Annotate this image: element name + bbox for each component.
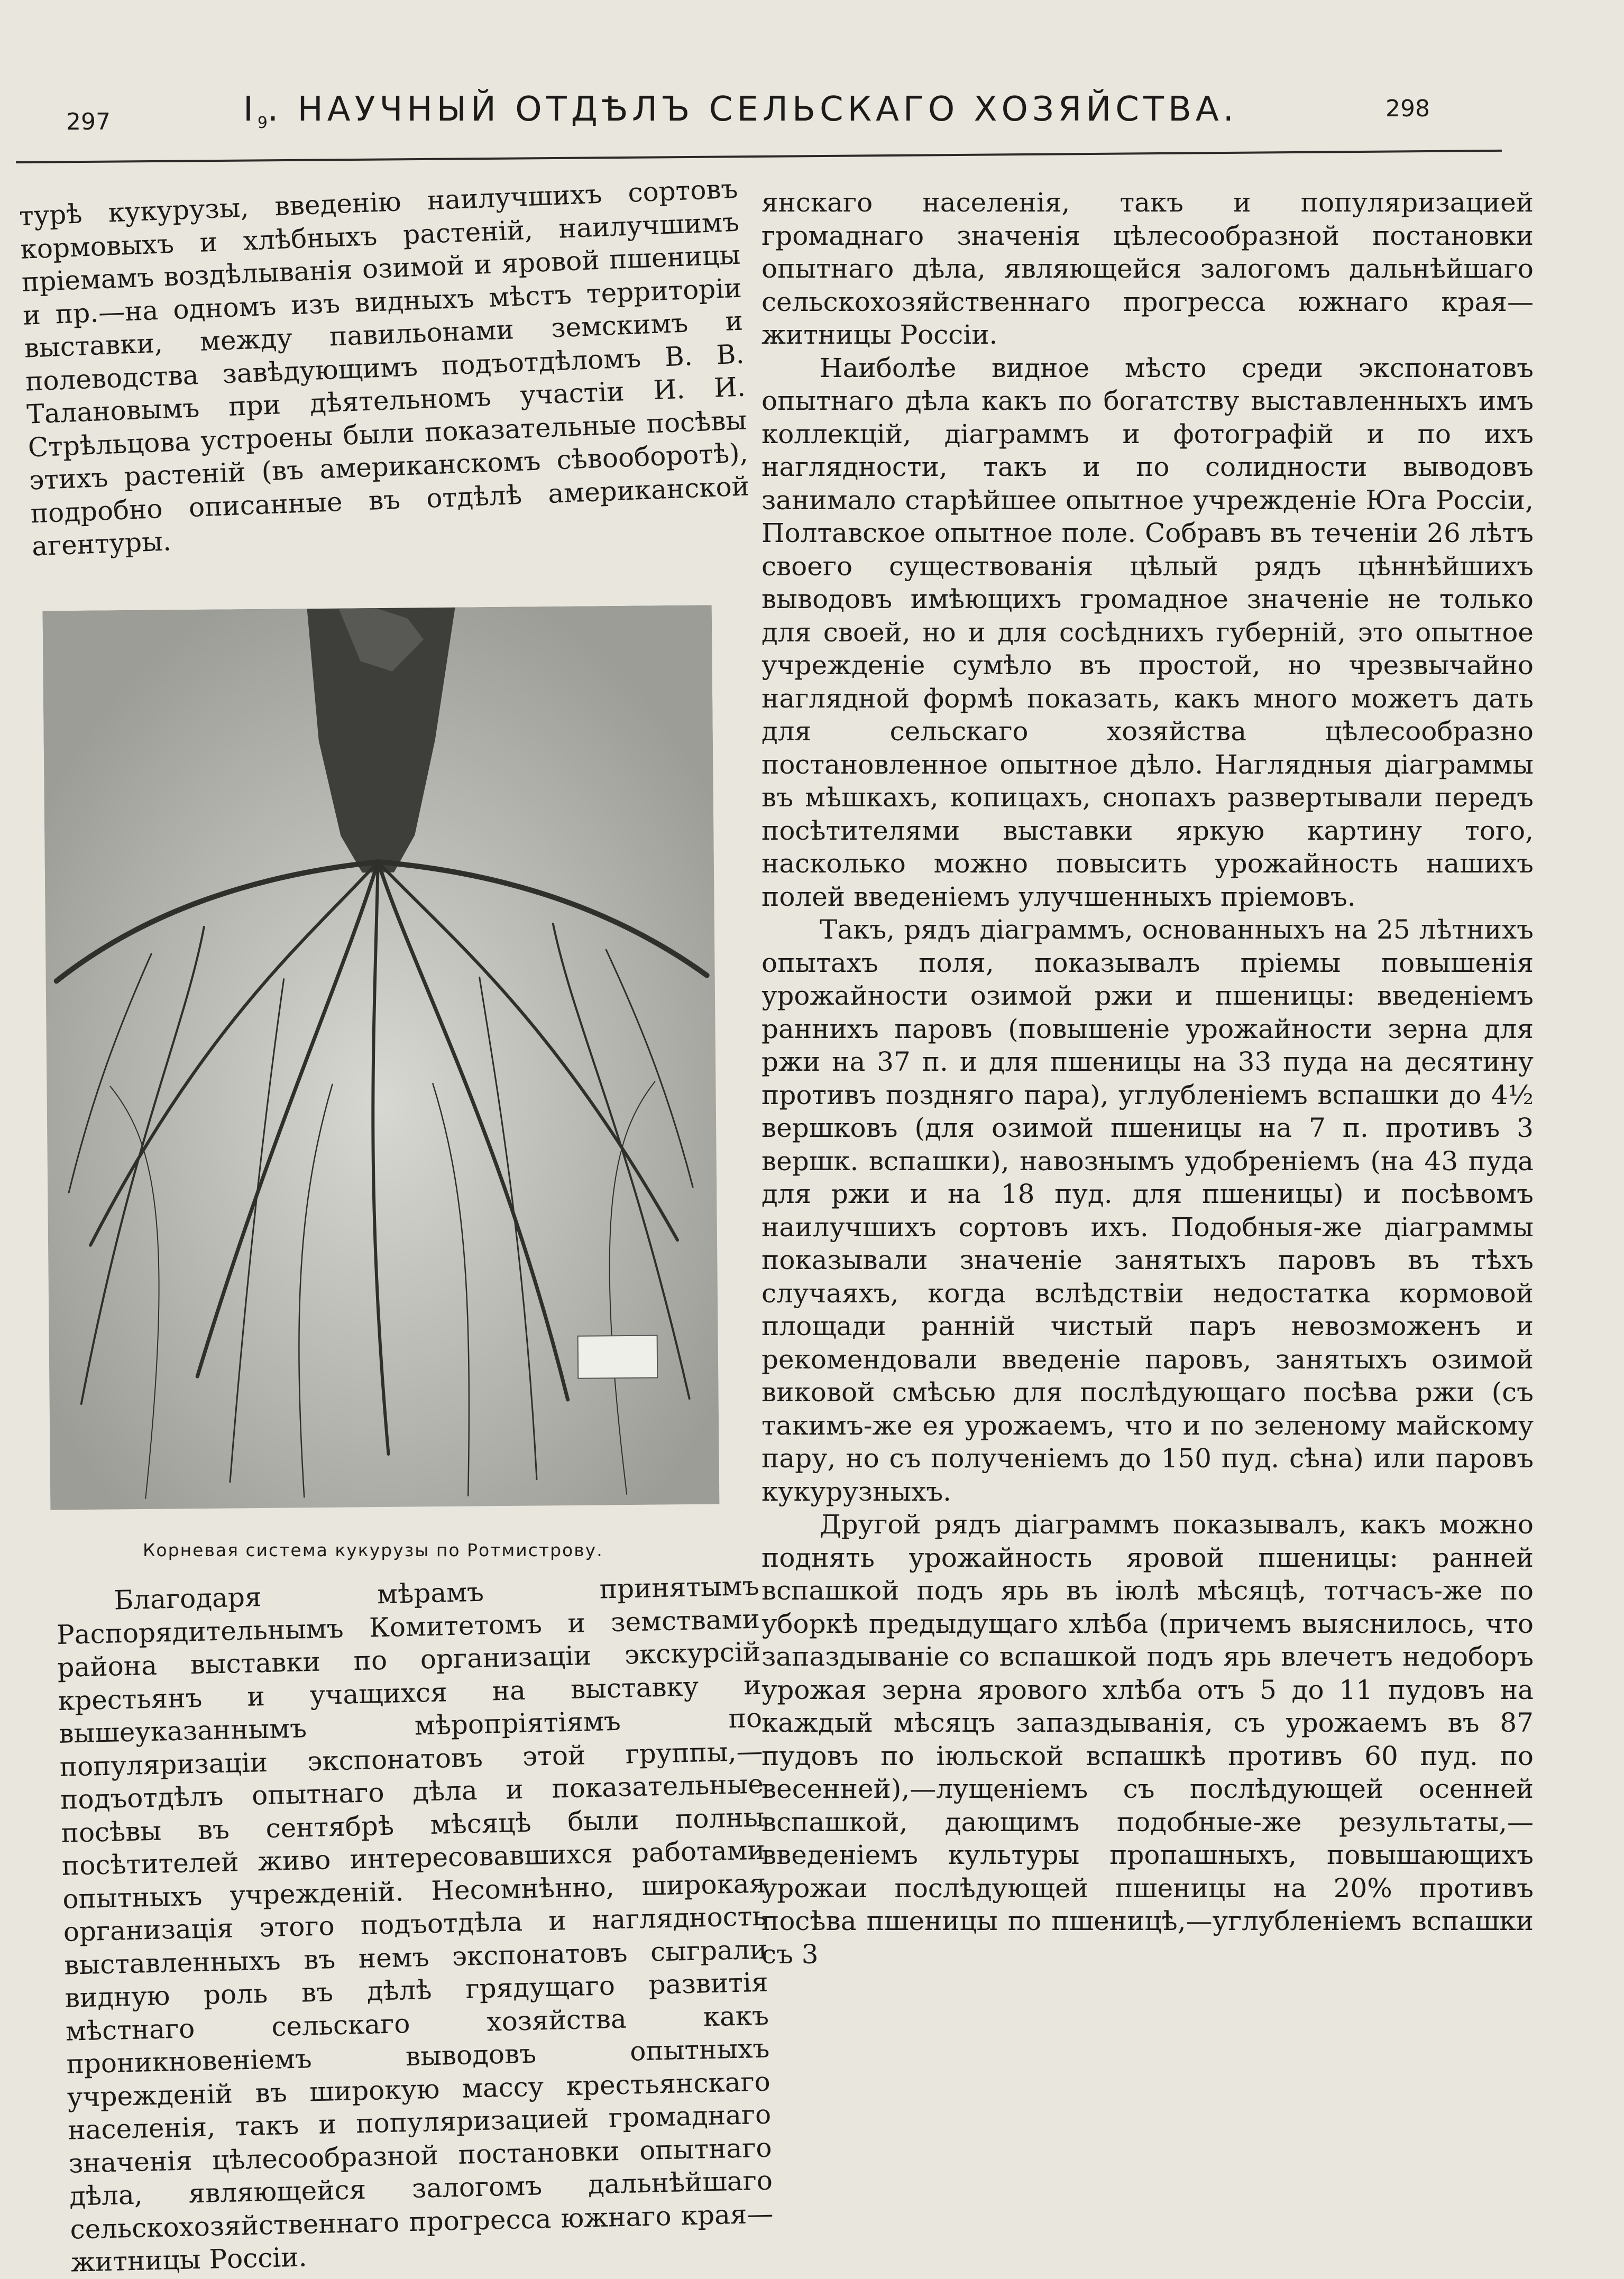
paragraph: Такъ, рядъ діаграммъ, основанныхъ на 25 лѣтнихъ опытахъ поля, показывалъ пріемы повышенія урожайности озимой ржи и пшеницы: введеніемъ раннихъ паровъ (повышеніе урожайности зерна для ржи на 37 п. и для пшеницы на 33 пуда на десятину противъ поздняго пара), углубленіемъ вспашки до 4½ вершковъ (для озимой пшеницы на 7 п. противъ 3 вершк. вспашки), навознымъ удобреніемъ (на 43 пуда для ржи и на 18 пуд. для пшеницы) и посѣвомъ наилучшихъ сортовъ ихъ. Подобныя-же діаграммы показывали значеніе занятыхъ паровъ въ тѣхъ случаяхъ, когда вслѣдствіи недостатка кормовой площади ранній чистый паръ невозможенъ и рекомендовали введеніе паровъ, занятыхъ озимой виковой смѣсью для послѣдующаго посѣва ржи (съ такимъ-же ея урожаемъ, что и по зеленому майскому пару, но съ полученіемъ до 150 пуд. сѣна) или паровъ кукурузныхъ. — [761, 914, 1534, 1507]
right-column — [761, 186, 1534, 1971]
left-column-bottom — [56, 1569, 774, 2279]
figure-photo — [43, 605, 720, 1510]
root-system-illustration — [43, 605, 720, 1510]
running-head-title: . НАУЧНЫЙ ОТДѢЛЪ СЕЛЬСКАГО ХОЗЯЙСТВА. — [267, 90, 1238, 129]
paragraph: Благодаря мѣрамъ принятымъ Распорядительнымъ Комитетомъ и земствами района выставки по организаціи экскурсій крестьянъ и учащихся на выставку и вышеуказаннымъ мѣропріятіямъ по популяризаціи экспонатовъ этой группы,—подъотдѣлъ опытнаго дѣла и показательные посѣвы въ сентябрѣ мѣсяцѣ были полны посѣтителей живо интересовавшихся работами опытныхъ учрежденій. Несомнѣнно, широкая организація этого подъотдѣла и наглядность выставленныхъ въ немъ экспонатовъ сыграли видную роль въ дѣлѣ грядущаго развитія мѣстнаго сельскаго хозяйства какъ проникновеніемъ выводовъ опытныхъ учрежденій въ широкую массу крестьянскаго населенія, такъ и популяризацией громаднаго значенія цѣлесообразной постановки опытнаго дѣла, являющейся залогомъ дальнѣйшаго сельскохозяйственнаго прогресса южнаго края—житницы Россіи. — [56, 1570, 774, 2278]
paragraph: турѣ кукурузы, введенію наилучшихъ сортовъ кормовыхъ и хлѣбныхъ растеній, наилучшимъ пріемамъ воздѣлыванія озимой и яровой пшеницы и пр.—на одномъ изъ видныхъ мѣстъ территоріи выставки, между павильонами земскимъ и полеводства завѣдующимъ подъотдѣломъ В. В. Талановымъ при дѣятельномъ участіи И. И. Стрѣльцова устроены были показательные посѣвы этихъ растеній (въ американскомъ сѣвооборотѣ), подробно описанные въ отдѣлѣ американской агентуры. — [19, 173, 750, 562]
left-column-top — [19, 172, 751, 563]
header-rule — [16, 150, 1502, 163]
page-number-left: 297 — [66, 108, 111, 135]
paragraph: Другой рядъ діаграммъ показывалъ, какъ можно поднять урожайность яровой пшеницы: ранней вспашкой подъ ярь въ іюлѣ мѣсяцѣ, тотчасъ-же по уборкѣ предыдущаго хлѣба (причемъ выяснилось, что запаздываніе со вспашкой подъ ярь влечетъ недоборъ урожая зерна ярового хлѣба отъ 5 до 11 пудовъ на каждый мѣсяцъ запаздыванія, съ урожаемъ въ 87 пудовъ по іюльской вспашкѣ противъ 60 пуд. по весенней),—лущеніемъ съ послѣдующей осенней вспашкой, дающимъ подобные-же результаты,—введеніемъ культуры пропашныхъ, повышающихъ урожаи послѣдующей пшеницы на 20% противъ посѣва пшеницы по пшеницѣ,—углубленіемъ вспашки съ 3 — [761, 1509, 1534, 1970]
running-head-sub: 9 — [257, 113, 268, 132]
page-number-right: 298 — [1386, 95, 1430, 122]
paragraph-continuation: янскаго населенія, такъ и популяризацией громаднаго значенія цѣлесообразной постановки опытнаго дѣла, являющейся залогомъ дальнѣйшаго сельскохозяйственнаго прогресса южнаго края—житницы Россіи. — [761, 187, 1534, 350]
running-head-prefix: I — [243, 90, 258, 129]
paragraph: Наиболѣе видное мѣсто среди экспонатовъ опытнаго дѣла какъ по богатству выставленныхъ имъ коллекцій, діаграммъ и фотографій и по ихъ наглядности, такъ и по солидности выводовъ занимало старѣйшее опытное учрежденіе Юга Россіи, Полтавское опытное поле. Собравъ въ теченіи 26 лѣтъ своего существованія цѣлый рядъ цѣннѣйшихъ выводовъ имѣющихъ громадное значеніе не только для своей, но и для сосѣднихъ губерній, это опытное учрежденіе сумѣло въ простой, но чрезвычайно наглядной формѣ показать, какъ много можетъ дать для сельскаго хозяйства цѣлесообразно постановленное опытное дѣло. Наглядныя діаграммы въ мѣшкахъ, копицахъ, снопахъ развертывали передъ посѣтителями выставки яркую картину того, насколько можно повысить урожайность нашихъ полей введеніемъ улучшенныхъ пріемовъ. — [761, 352, 1534, 912]
running-head — [243, 90, 1248, 132]
figure-caption: Корневая система кукурузы по Ротмистрову. — [143, 1540, 603, 1560]
